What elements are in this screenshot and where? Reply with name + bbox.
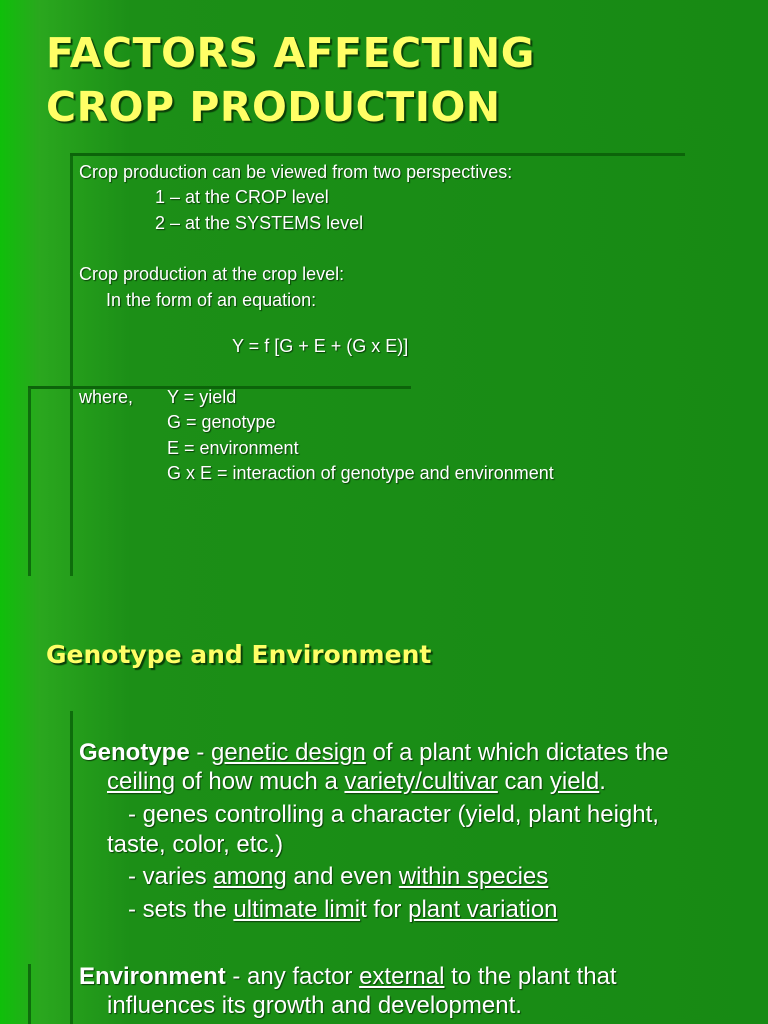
vertical-rule <box>28 388 31 576</box>
genotype-bullet: - varies among and even within species <box>128 863 549 890</box>
definition-item: Y = yield <box>167 387 237 407</box>
intro-text: Crop production can be viewed from two perspectives: <box>79 162 513 182</box>
genotype-bullet-cont: taste, color, etc.) <box>107 831 284 858</box>
environment-term: Environment <box>79 963 226 990</box>
genotype-definition: Genotype - genetic design of a plant which dictates the <box>79 739 669 766</box>
slide-title <box>46 26 535 134</box>
where-label: where, <box>79 387 134 407</box>
definition-item: E = environment <box>167 438 299 458</box>
perspective-item: 2 – at the SYSTEMS level <box>155 213 364 233</box>
title-line: FACTORS AFFECTING <box>46 29 535 77</box>
genotype-bullet: - genes controlling a character (yield, plant height, <box>128 801 659 828</box>
equation: Y = f [G + E + (G x E)] <box>232 336 409 356</box>
environment-definition-cont: influences its growth and development. <box>107 992 522 1019</box>
crop-level-heading: Crop production at the crop level: <box>79 264 345 284</box>
section-title: Genotype and Environment <box>46 640 432 669</box>
vertical-rule <box>70 155 73 576</box>
vertical-rule <box>28 964 31 1024</box>
definition-item: G x E = interaction of genotype and environment <box>167 463 554 483</box>
environment-definition: Environment - any factor external to the plant that <box>79 963 617 990</box>
genotype-bullet: - sets the ultimate limit for plant variation <box>128 896 558 923</box>
genotype-definition-cont: ceiling of how much a variety/cultivar can yield. <box>107 768 606 795</box>
equation-intro: In the form of an equation: <box>106 290 317 310</box>
genotype-term: Genotype <box>79 739 190 766</box>
definition-item: G = genotype <box>167 412 276 432</box>
perspective-item: 1 – at the CROP level <box>155 187 329 207</box>
title-line: CROP PRODUCTION <box>46 83 501 131</box>
horizontal-rule <box>70 153 685 156</box>
vertical-rule <box>70 711 73 1024</box>
